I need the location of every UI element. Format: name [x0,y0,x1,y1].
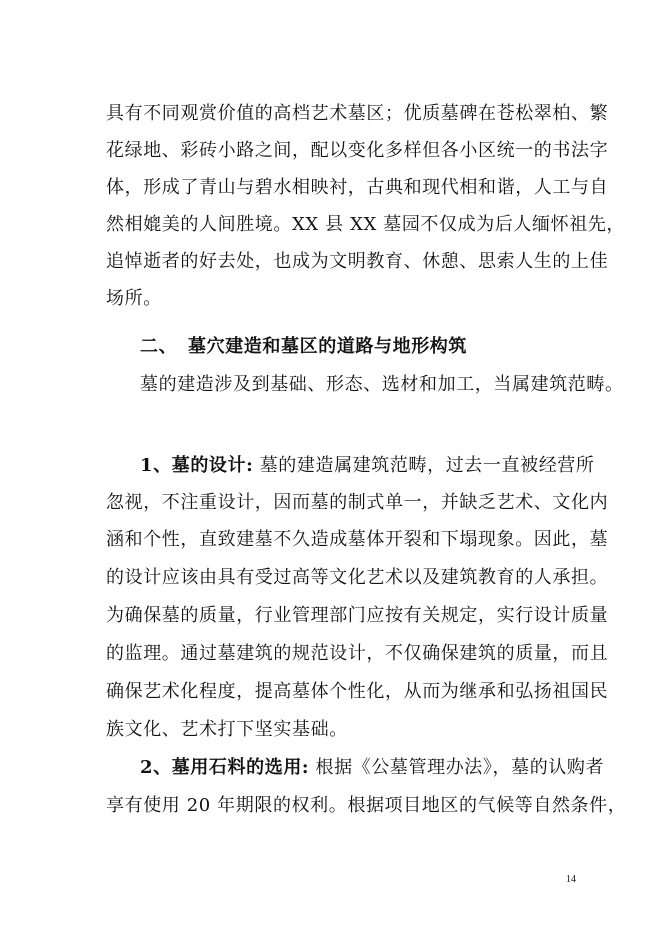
page-number: 14 [566,874,576,885]
paragraph-line: 的设计应该由具有受过高等文化艺术以及建筑教育的人承担。 [106,567,609,588]
section-number: 二、 [140,336,178,357]
item-label: 2、墓用石料的选用: [140,757,310,778]
item-text: 根据《公墓管理办法》，墓的认购者 [309,757,605,778]
item-first-line [140,757,604,779]
paragraph-line: 确保艺术化程度，提高墓体个性化，从而为继承和弘扬祖国民 [106,681,609,702]
paragraph-line: 忽视，不注重设计，因而墓的制式单一，并缺乏艺术、文化内 [106,492,609,513]
paragraph-line: 为确保墓的质量，行业管理部门应按有关规定，实行设计质量 [106,605,609,626]
paragraph-line: 享有使用 20 年期限的权利。根据项目地区的气候等自然条件， [106,795,627,816]
item-label: 1、墓的设计: [140,455,254,476]
paragraph-line: 场所。 [106,288,162,309]
item-text: 墓的建造属建筑范畴，过去一直被经营所 [253,455,595,476]
paragraph-line: 具有不同观赏价值的高档艺术墓区；优质墓碑在苍松翠柏、繁 [106,103,609,124]
paragraph-line: 的监理。通过墓建筑的规范设计，不仅确保建筑的质量，而且 [106,643,609,664]
paragraph-line: 花绿地、彩砖小路之间，配以变化多样但各小区统一的书法字 [106,140,609,161]
section-title: 墓穴建造和墓区的道路与地形构筑 [188,336,467,357]
paragraph-line: 涵和个性，直致建墓不久造成墓体开裂和下塌现象。因此，墓 [106,529,609,550]
section-heading [140,336,467,358]
paragraph-line: 然相媲美的人间胜境。XX 县 XX 墓园不仅成为后人缅怀祖先， [106,214,626,235]
paragraph-line: 追悼逝者的好去处，也成为文明教育、休憩、思索人生的上佳 [106,251,609,272]
item-first-line [140,455,595,477]
section-intro: 墓的建造涉及到基础、形态、选材和加工，当属建筑范畴。 [140,374,624,395]
paragraph-line: 族文化、艺术打下坚实基础。 [106,719,348,740]
paragraph-line: 体，形成了青山与碧水相映衬，古典和现代相和谐，人工与自 [106,177,609,198]
